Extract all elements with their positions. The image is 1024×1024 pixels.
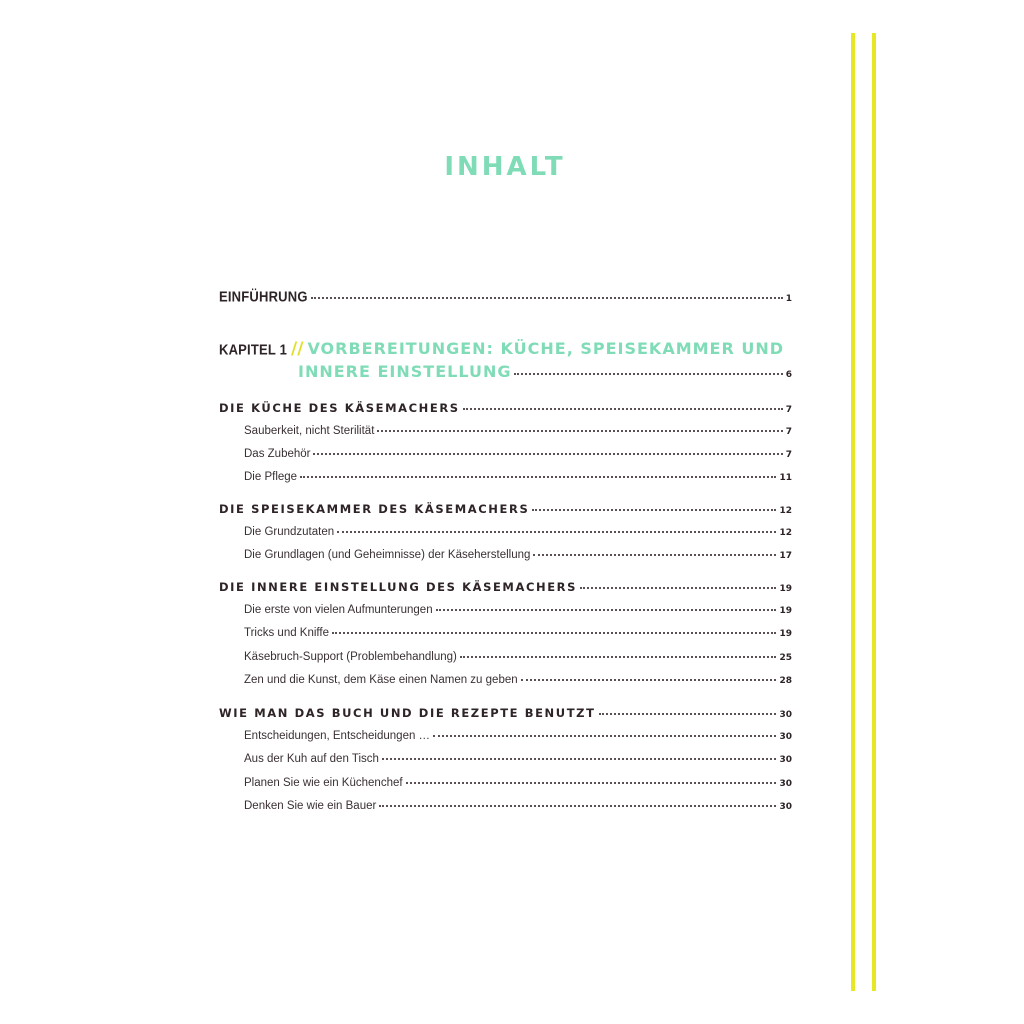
toc-entry[interactable]	[244, 448, 792, 460]
toc-entry[interactable]	[244, 604, 792, 616]
toc-page-number: 12	[779, 506, 792, 516]
dot-leader	[514, 373, 782, 375]
toc-page-number: 30	[779, 710, 792, 720]
dot-leader	[533, 554, 776, 556]
dot-leader	[436, 609, 777, 611]
toc-entry[interactable]	[244, 425, 792, 437]
toc-page-number: 19	[779, 629, 792, 639]
toc-entry[interactable]	[244, 471, 792, 483]
toc-entry[interactable]	[244, 777, 792, 789]
toc-page-number: 11	[779, 473, 792, 483]
dot-leader	[332, 632, 776, 634]
toc-entry-label: Das Zubehör	[244, 448, 311, 460]
toc-page-number: 19	[779, 606, 792, 616]
page-title: INHALT	[444, 152, 566, 182]
toc-entry-label: Die Pflege	[244, 471, 298, 483]
toc-chapter-heading[interactable]	[219, 339, 792, 359]
dot-leader	[406, 782, 777, 784]
dot-leader	[532, 509, 776, 511]
toc-entry[interactable]	[244, 730, 792, 742]
toc-entry[interactable]	[244, 549, 792, 561]
toc-page-number: 19	[779, 584, 792, 594]
toc-entry[interactable]	[244, 800, 792, 812]
dot-leader	[300, 476, 776, 478]
toc-page-number: 30	[779, 779, 792, 789]
toc-entry[interactable]	[244, 526, 792, 538]
toc-section-label: DIE SPEISEKAMMER DES KÄSEMACHERS	[219, 502, 530, 516]
toc-entry[interactable]	[244, 627, 792, 639]
chapter-prefix: KAPITEL 1	[219, 340, 288, 359]
toc-entry[interactable]	[244, 753, 792, 765]
dot-leader	[599, 713, 777, 715]
toc-entry-label: Käsebruch-Support (Problembehandlung)	[244, 651, 457, 663]
toc-entry-label: Sauberkeit, nicht Sterilität	[244, 425, 375, 437]
toc-section[interactable]	[219, 401, 792, 415]
toc-entry[interactable]	[244, 651, 792, 663]
toc-entry-label: Die Grundzutaten	[244, 526, 335, 538]
toc-entry-label: Denken Sie wie ein Bauer	[244, 800, 377, 812]
toc-entry-intro[interactable]	[219, 289, 792, 304]
toc-entry-label: Aus der Kuh auf den Tisch	[244, 753, 379, 765]
dot-leader	[311, 297, 783, 299]
toc-section[interactable]	[219, 580, 792, 594]
toc-chapter-heading-line2[interactable]	[298, 362, 792, 381]
chapter-title-line2: INNERE EINSTELLUNG	[298, 362, 512, 381]
toc-page-number: 12	[779, 528, 792, 538]
dot-leader	[433, 735, 776, 737]
dot-leader	[460, 656, 777, 658]
toc-page-number: 7	[785, 450, 792, 460]
toc-entry-label: Planen Sie wie ein Küchenchef	[244, 777, 403, 789]
chapter-slash: //	[291, 339, 304, 359]
toc-page-number: 7	[785, 405, 792, 415]
dot-leader	[377, 430, 782, 432]
toc-page-number: 30	[779, 732, 792, 742]
toc-page-number: 28	[779, 676, 792, 686]
dot-leader	[382, 758, 777, 760]
toc-entry-label: Die erste von vielen Aufmunterungen	[244, 604, 433, 616]
toc-page-number: 6	[785, 370, 792, 380]
dot-leader	[379, 805, 776, 807]
toc-section-label: DIE INNERE EINSTELLUNG DES KÄSEMACHERS	[219, 580, 578, 594]
toc-page-number: 30	[779, 802, 792, 812]
toc-section[interactable]	[219, 502, 792, 516]
toc-entry-label: EINFÜHRUNG	[219, 287, 308, 306]
toc-entry-label: Tricks und Kniffe	[244, 627, 330, 639]
dot-leader	[337, 531, 776, 533]
toc-page-number: 17	[779, 551, 792, 561]
toc-section-label: DIE KÜCHE DES KÄSEMACHERS	[219, 401, 460, 415]
toc-entry[interactable]	[244, 674, 792, 686]
chapter-title-line1: VORBEREITUNGEN: KÜCHE, SPEISEKAMMER UND	[307, 339, 785, 358]
dot-leader	[580, 587, 776, 589]
toc-section[interactable]	[219, 706, 792, 720]
toc-page-number: 30	[779, 755, 792, 765]
toc-page-number: 7	[785, 427, 792, 437]
toc-entry-label: Zen und die Kunst, dem Käse einen Namen zu geben	[244, 674, 518, 686]
toc-page-number: 1	[785, 294, 792, 304]
toc-entry-label: Entscheidungen, Entscheidungen …	[244, 730, 431, 742]
dot-leader	[463, 408, 783, 410]
toc-section-label: WIE MAN DAS BUCH UND DIE REZEPTE BENUTZT	[219, 706, 596, 720]
toc-entry-label: Die Grundlagen (und Geheimnisse) der Käseherstellung	[244, 549, 531, 561]
dot-leader	[521, 679, 777, 681]
dot-leader	[313, 453, 782, 455]
toc-page-number: 25	[779, 653, 792, 663]
